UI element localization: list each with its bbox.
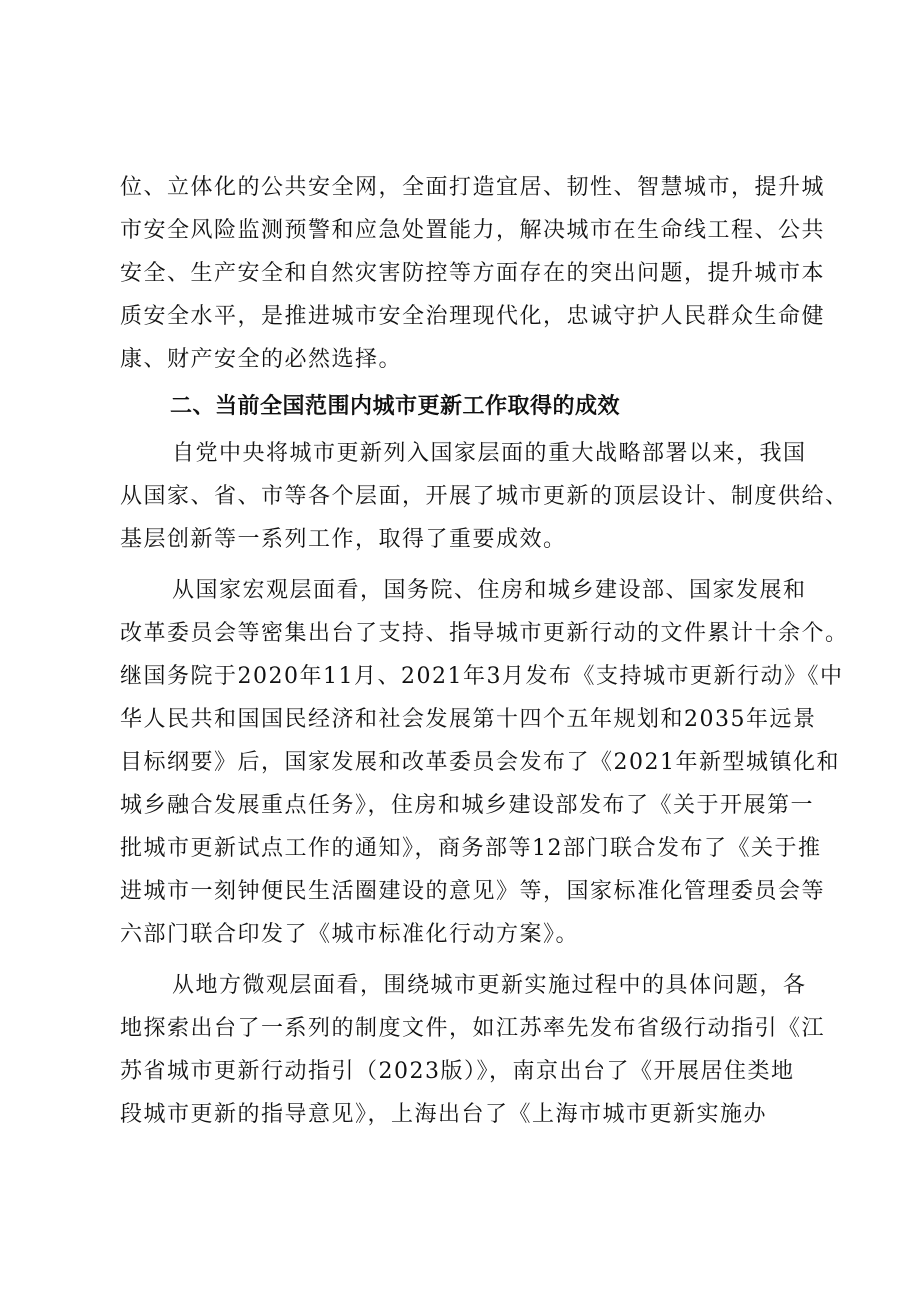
- text-line: 华人民共和国国民经济和社会发展第十四个五年规划和2035年远景: [120, 707, 817, 732]
- text-line: 自党中央将城市更新列入国家层面的重大战略部署以来，我国: [172, 441, 807, 466]
- text-line: 从国家宏观层面看，国务院、住房和城乡建设部、国家发展和: [172, 578, 807, 603]
- text-line: 市安全风险监测预警和应急处置能力，解决城市在生命线工程、公共: [120, 218, 826, 243]
- paragraph-gap: [120, 561, 820, 569]
- text-line: 进城市一刻钟便民生活圈建设的意见》等，国家标准化管理委员会等: [120, 879, 826, 904]
- paragraph-gap: [120, 956, 820, 964]
- text-line: 六部门联合印发了《城市标准化行动方案》。: [120, 922, 580, 947]
- paragraph-achievements-intro: [120, 432, 849, 561]
- text-line: 从国家、省、市等各个层面，开展了城市更新的顶层设计、制度供给、: [120, 484, 849, 509]
- paragraph-continuation: [120, 166, 826, 381]
- text-line: 地探索出台了一系列的制度文件，如江苏率先发布省级行动指引《江: [120, 1016, 826, 1041]
- text-line: 从地方微观层面看，围绕城市更新实施过程中的具体问题，各: [172, 973, 807, 998]
- text-line: 批城市更新试点工作的通知》，商务部等12部门联合发布了《关于推: [120, 836, 822, 861]
- text-line: 苏省城市更新行动指引（2023版）》，南京出台了《开展居住类地: [120, 1059, 795, 1084]
- text-line: 城乡融合发展重点任务》，住房和城乡建设部发布了《关于开展第一: [120, 793, 815, 818]
- text-line: 安全、生产安全和自然灾害防控等方面存在的突出问题，提升城市本: [120, 261, 826, 286]
- text-line: 改革委员会等密集出台了支持、指导城市更新行动的文件累计十余个。: [120, 621, 849, 646]
- text-line: 继国务院于2020年11月、2021年3月发布《支持城市更新行动》《中: [120, 664, 844, 689]
- text-line: 位、立体化的公共安全网，全面打造宜居、韧性、智慧城市，提升城: [120, 175, 826, 200]
- text-line: 段城市更新的指导意见》，上海出台了《上海市城市更新实施办: [120, 1102, 768, 1127]
- section-heading: 二、当前全国范围内城市更新工作取得的成效: [170, 394, 621, 419]
- text-line: 质安全水平，是推进城市安全治理现代化，忠诚守护人民群众生命健: [120, 304, 826, 329]
- document-body: [120, 166, 849, 1136]
- paragraph-local-level: [120, 964, 826, 1136]
- paragraph-national-level: [120, 569, 849, 956]
- text-line: 康、财产安全的必然选择。: [120, 347, 403, 372]
- text-line: 目标纲要》后，国家发展和改革委员会发布了《2021年新型城镇化和: [120, 750, 840, 775]
- text-line: 基层创新等一系列工作，取得了重要成效。: [120, 527, 567, 552]
